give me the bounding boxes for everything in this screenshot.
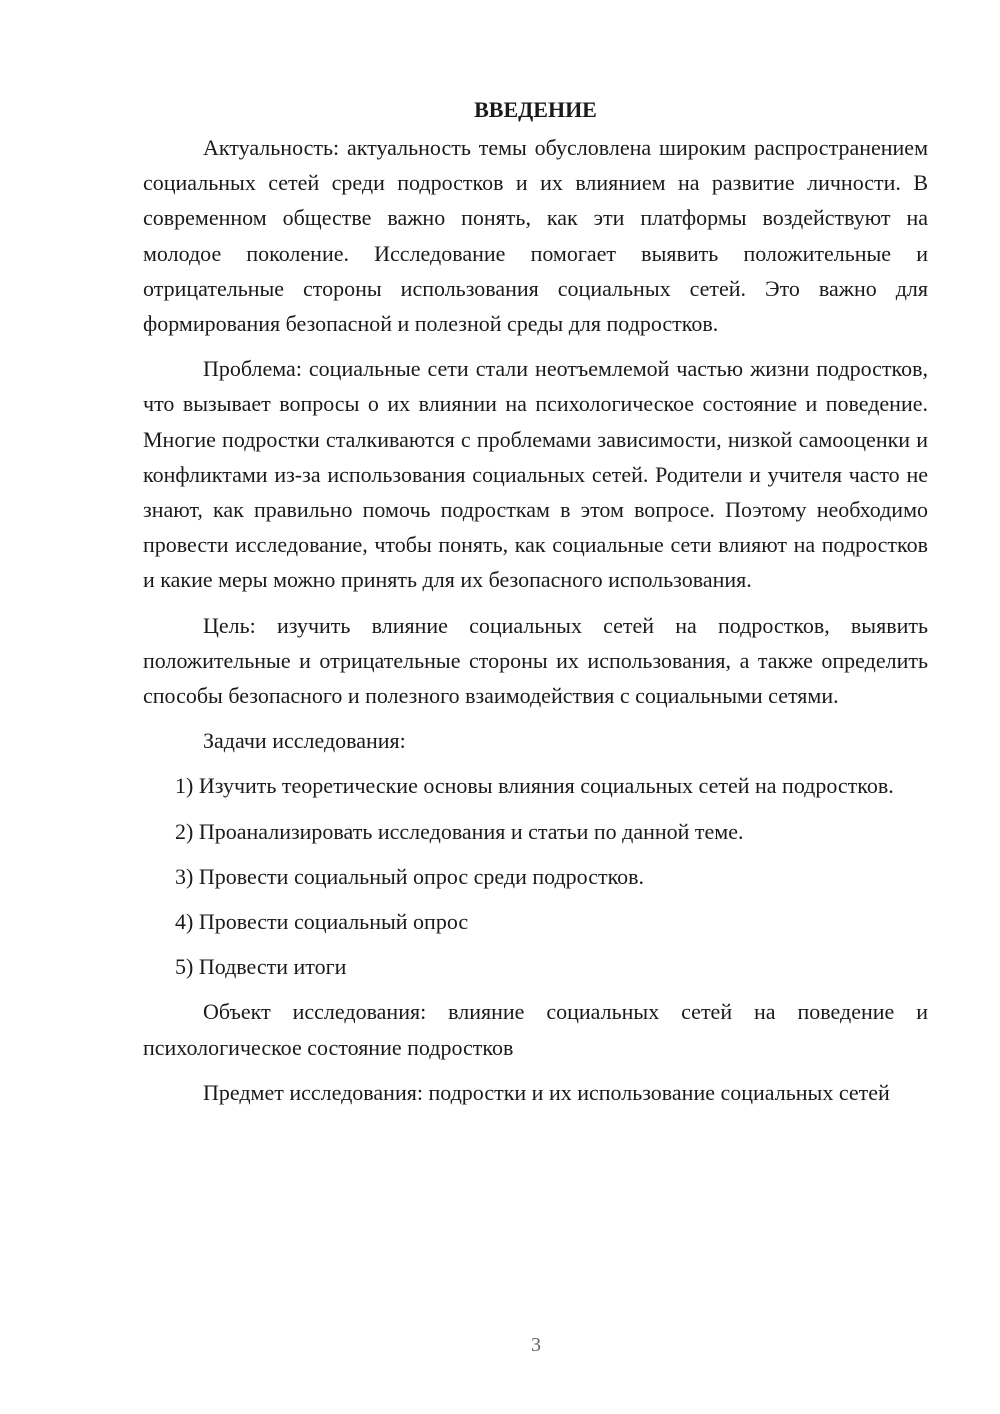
goal-paragraph: Цель: изучить влияние социальных сетей на подростков, выявить положительные и отрицательные стороны их использования, а также определить способы безопасного и полезного взаимодействия с социальными сетями. <box>143 612 928 709</box>
problem-paragraph: Проблема: социальные сети стали неотъемлемой частью жизни подростков, что вызывает вопросы о их влиянии на психологическое состояние и поведение. Многие подростки сталкиваются с проблемами зависимости, низкой самооценки и конфликтами из-за использования социальных сетей. Родители и учителя часто не знают, как правильно помочь подросткам в этом вопросе. Поэтому необходимо провести исследование, чтобы понять, как социальные сети влияют на подростков и какие меры можно принять для их безопасного использования. <box>143 356 928 593</box>
task-item-3: 3) Провести социальный опрос среди подростков. <box>175 863 645 889</box>
page-title: ВВЕДЕНИЕ <box>474 97 597 122</box>
page-number: 3 <box>531 1334 541 1356</box>
document-body <box>143 92 928 1120</box>
task-item-2: 2) Проанализировать исследования и статьи по данной теме. <box>175 818 744 844</box>
object-paragraph: Объект исследования: влияние социальных сетей на поведение и психологическое состояние подростков <box>143 999 928 1060</box>
tasks-heading: Задачи исследования: <box>203 728 406 754</box>
subject-paragraph: Предмет исследования: подростки и их использование социальных сетей <box>203 1079 890 1105</box>
task-item-4: 4) Провести социальный опрос <box>175 909 469 935</box>
task-item-5: 5) Подвести итоги <box>175 954 347 980</box>
task-item-1: 1) Изучить теоретические основы влияния социальных сетей на подростков. <box>175 773 894 799</box>
relevance-paragraph: Актуальность: актуальность темы обусловлена широким распространением социальных сетей среди подростков и их влиянием на развитие личности. В современном обществе важно понять, как эти платформы воздействуют на молодое поколение. Исследование помогает выявить положительные и отрицательные стороны использования социальных сетей. Это важно для формирования безопасной и полезной среды для подростков. <box>143 135 928 337</box>
